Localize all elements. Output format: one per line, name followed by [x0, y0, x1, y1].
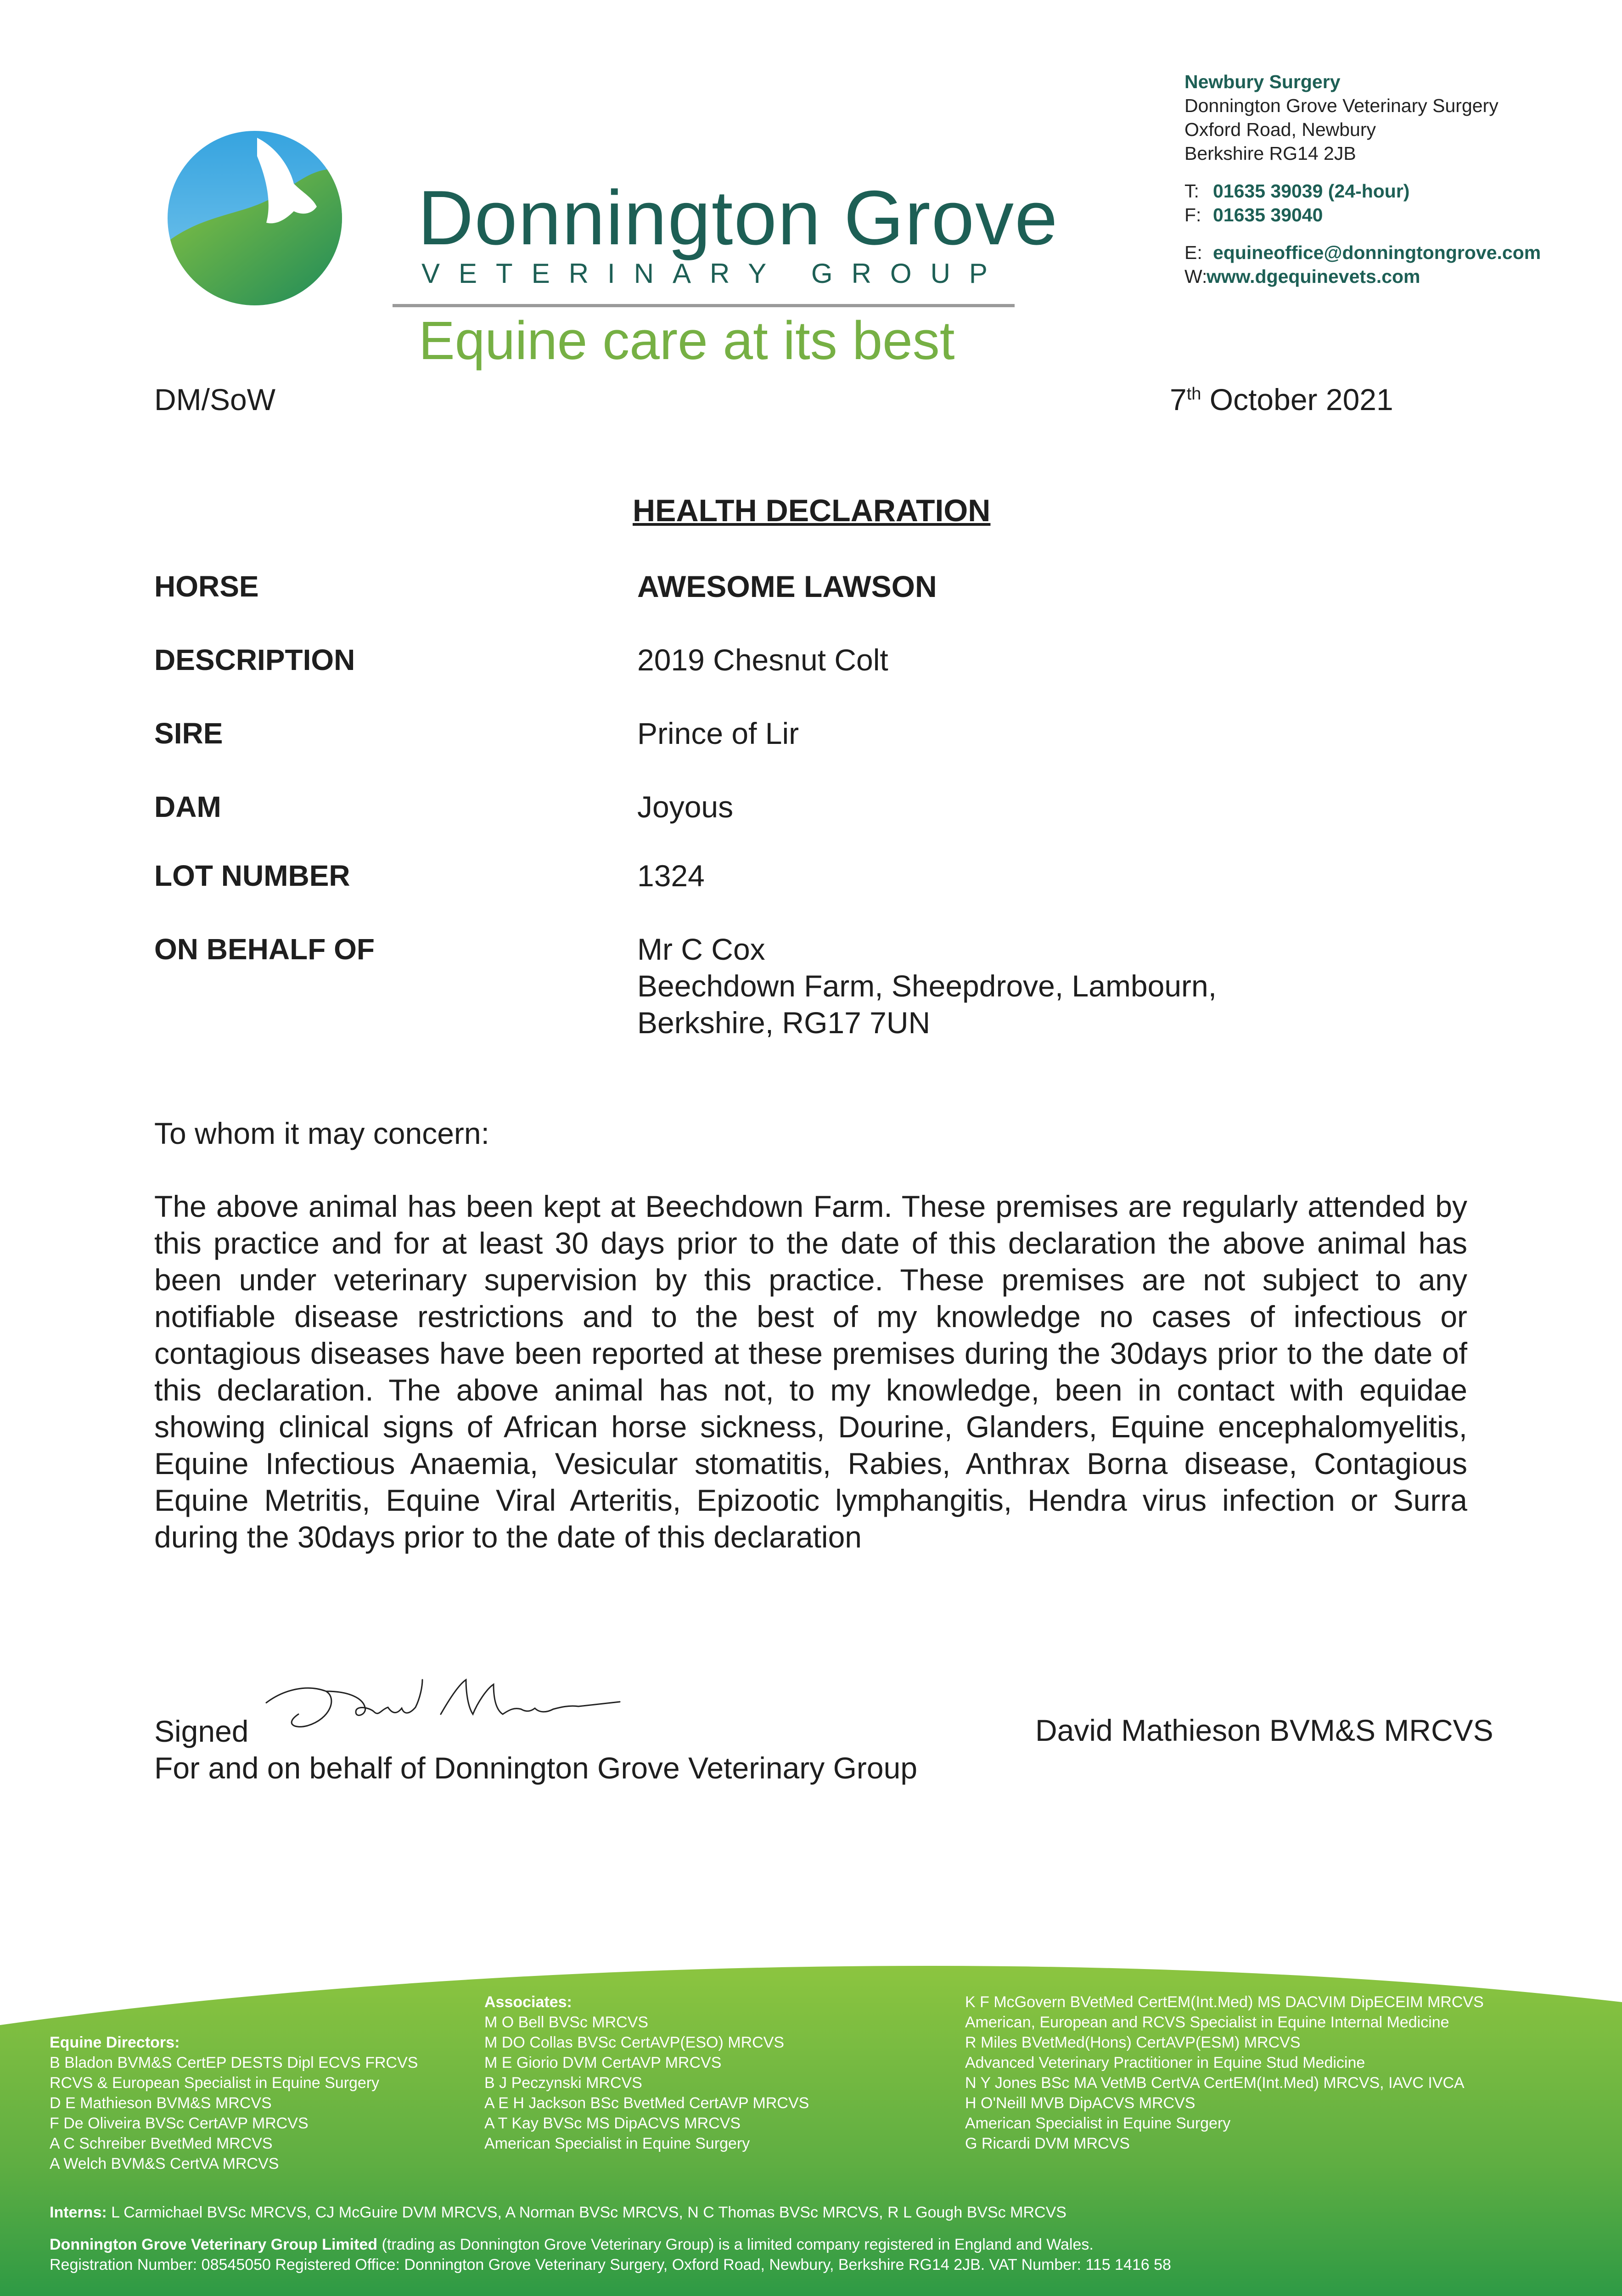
salutation: To whom it may concern:: [154, 1116, 489, 1150]
associate-entry: M O Bell BVSc MRCVS: [484, 2014, 649, 2031]
logo-horse-emblem: [165, 129, 344, 308]
tel-label: T:: [1184, 180, 1199, 202]
address-line: Donnington Grove Veterinary Surgery: [1184, 95, 1499, 116]
director-entry: B Bladon BVM&S CertEP DESTS Dipl ECVS FRCVS: [50, 2054, 418, 2071]
fax-label: F:: [1184, 204, 1201, 225]
associates-column-2: [965, 1992, 1484, 2154]
director-entry: D E Mathieson BVM&S MRCVS: [50, 2094, 272, 2112]
field-label-sire: SIRE: [154, 717, 223, 750]
interns-line: [50, 2202, 1066, 2223]
brand-divider: [393, 304, 1015, 307]
field-label-dam: DAM: [154, 790, 221, 823]
letter-date: [1170, 381, 1393, 418]
website-link[interactable]: www.dgequinevets.com: [1207, 266, 1420, 287]
field-value-description: 2019 Chesnut Colt: [637, 643, 888, 677]
brand-name: Donnington Grove: [418, 174, 1059, 261]
associate-entry: A E H Jackson BSc BvetMed CertAVP MRCVS: [484, 2094, 809, 2112]
field-value-owner-address: Beechdown Farm, Sheepdrove, Lambourn,: [637, 969, 1217, 1003]
director-entry: F De Oliveira BVSc CertAVP MRCVS: [50, 2115, 309, 2132]
address-line: Berkshire RG14 2JB: [1184, 143, 1356, 164]
company-name: Donnington Grove Veterinary Group Limited: [50, 2236, 378, 2253]
telephone[interactable]: 01635 39039 (24-hour): [1213, 180, 1410, 202]
field-value-lot-number: 1324: [637, 859, 705, 893]
associate-entry: M E Giorio DVM CertAVP MRCVS: [484, 2054, 722, 2071]
director-entry: RCVS & European Specialist in Equine Surgery: [50, 2074, 380, 2092]
reference: DM/SoW: [154, 383, 275, 416]
interns-list: L Carmichael BVSc MRCVS, CJ McGuire DVM MRCVS, A Norman BVSc MRCVS, N C Thomas BVSc MRCVS, R L Gough BVSc MRCVS: [107, 2204, 1066, 2221]
date-rest: October 2021: [1201, 383, 1393, 416]
director-entry: A Welch BVM&S CertVA MRCVS: [50, 2155, 279, 2172]
surgery-name: Newbury Surgery: [1184, 71, 1341, 92]
associate-entry: American Specialist in Equine Surgery: [484, 2135, 750, 2152]
field-label-horse: HORSE: [154, 570, 259, 603]
date-day: 7: [1170, 383, 1187, 416]
field-value-sire: Prince of Lir: [637, 716, 799, 750]
address-line: Oxford Road, Newbury: [1184, 119, 1376, 140]
associate-entry: H O'Neill MVB DipACVS MRCVS: [965, 2094, 1195, 2112]
associate-entry: A T Kay BVSc MS DipACVS MRCVS: [484, 2115, 741, 2132]
company-text: (trading as Donnington Grove Veterinary Group) is a limited company registered in England and Wales.: [377, 2236, 1094, 2253]
field-label-description: DESCRIPTION: [154, 643, 355, 676]
field-value-owner-name: Mr C Cox: [637, 932, 765, 966]
associate-entry: R Miles BVetMed(Hons) CertAVP(ESM) MRCVS: [965, 2034, 1301, 2051]
directors-column: [50, 2032, 418, 2174]
field-value-owner-address: Berkshire, RG17 7UN: [637, 1006, 931, 1040]
tagline: Equine care at its best: [419, 310, 955, 371]
signer-name: David Mathieson BVM&S MRCVS: [1035, 1713, 1493, 1747]
practice-address-block: [1184, 70, 1541, 288]
date-suffix: th: [1186, 384, 1201, 404]
associate-entry: American Specialist in Equine Surgery: [965, 2115, 1231, 2132]
associate-entry: K F McGovern BVetMed CertEM(Int.Med) MS DACVIM DipECEIM MRCVS: [965, 1993, 1484, 2011]
associates-heading: Associates:: [484, 1993, 572, 2011]
signed-label: Signed: [154, 1714, 249, 1748]
web-label: W:: [1184, 266, 1207, 287]
directors-heading: Equine Directors:: [50, 2034, 180, 2051]
field-value-horse: AWESOME LAWSON: [637, 569, 937, 603]
field-label-lot-number: LOT NUMBER: [154, 859, 350, 892]
associate-entry: B J Peczynski MRCVS: [484, 2074, 642, 2092]
on-behalf-line: For and on behalf of Donnington Grove Veterinary Group: [154, 1751, 918, 1785]
field-value-dam: Joyous: [637, 790, 734, 824]
declaration-body: The above animal has been kept at Beechdown Farm. These premises are regularly attended by this practice and for at least 30 days prior to the date of this declaration the above animal has been under veterinary supervision by this practice. These premises are not subject to any notifiable disease restrictions and to the best of my knowledge no cases of infectious or contagious diseases have been reported at these premises during the 30days prior to the date of this declaration. The above animal has not, to my knowledge, been in contact with equidae showing clinical signs of African horse sickness, Dourine, Glanders, Equine encephalomyelitis, Equine Infectious Anaemia, Vesicular stomatitis, Rabies, Anthrax Borna disease, Contagious Equine Metritis, Equine Viral Arteritis, Epizootic lymphangitis, Hendra virus infection or Surra during the 30days prior to the date of this declaration: [154, 1189, 1467, 1554]
associates-column: [484, 1992, 809, 2154]
document-title: HEALTH DECLARATION: [633, 493, 991, 528]
director-entry: A C Schreiber BvetMed MRCVS: [50, 2135, 273, 2152]
signature-image: [257, 1671, 624, 1735]
email-label: E:: [1184, 242, 1202, 263]
associate-entry: G Ricardi DVM MRCVS: [965, 2135, 1130, 2152]
field-label-on-behalf-of: ON BEHALF OF: [154, 933, 375, 966]
associate-entry: Advanced Veterinary Practitioner in Equine Stud Medicine: [965, 2054, 1365, 2071]
associate-entry: American, European and RCVS Specialist in Equine Internal Medicine: [965, 2014, 1449, 2031]
fax: 01635 39040: [1213, 204, 1323, 225]
brand-subtitle: VETERINARY GROUP: [421, 258, 1006, 289]
associate-entry: M DO Collas BVSc CertAVP(ESO) MRCVS: [484, 2034, 785, 2051]
interns-label: Interns:: [50, 2204, 107, 2221]
associate-entry: N Y Jones BSc MA VetMB CertVA CertEM(Int.Med) MRCVS, IAVC IVCA: [965, 2074, 1465, 2092]
registration-details: Registration Number: 08545050 Registered Office: Donnington Grove Veterinary Surgery, Oxford Road, Newbury, Berkshire RG14 2JB. VAT Number: 115 1416 58: [50, 2256, 1171, 2273]
email-link[interactable]: equineoffice@donningtongrove.com: [1213, 242, 1541, 263]
company-info: [50, 2234, 1171, 2275]
